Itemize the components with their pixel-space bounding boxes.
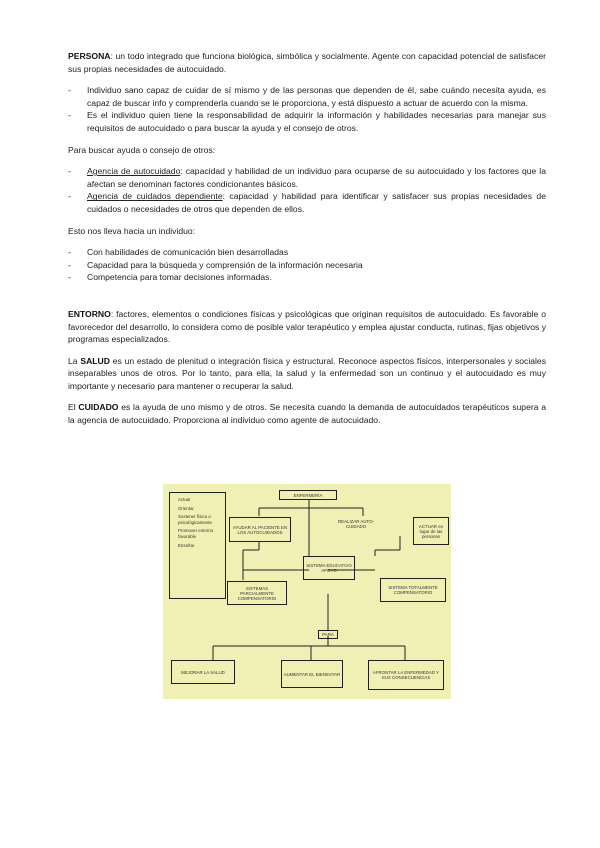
entorno-paragraph (68, 308, 546, 346)
persona-text: : un todo integrado que funciona biológica, simbólica y socialmente. Agente con capacidad potencial de satisfacer sus propias necesidades de autocuidado. (68, 51, 546, 74)
persona-label: PERSONA (68, 51, 111, 61)
realizar-box: REALIZAR AUTO-CUIDADO (337, 518, 375, 529)
ayuda-intro: Para buscar ayuda o consejo de otros: (68, 144, 216, 155)
cuidado-pre: El (68, 402, 79, 413)
cuidado-paragraph (68, 401, 546, 426)
list-item: • Actuar (178, 497, 223, 503)
entorno-label: ENTORNO (68, 308, 111, 319)
agencia-dependiente-term: Agencia de cuidados dependiente (87, 191, 223, 202)
agencia-dependiente-text: : capacidad y habilidad para identificar y satisfacer sus propias necesidades de cuidados o necesidades de otros que dependen de ellos. (87, 191, 546, 214)
persona-paragraph (68, 50, 546, 75)
enfermeria-box: ENFERMERÍA (279, 490, 337, 500)
list-item (68, 165, 546, 190)
list-item: - Individuo sano capaz de cuidar de sí mismo y de las personas que dependen de él, sabe cuándo necesita ayuda, es capaz de buscar info y comprenderla cuando se le proporciona, y está dispuesto a actuar de acuerdo con la misma. (68, 84, 546, 109)
list-item: - Con habilidades de comunicación bien desarrolladas (68, 246, 546, 259)
total-box: SISTEMA TOTALMENTE COMPENSATORIO (380, 578, 446, 602)
list-item: • Sostener física o psicológicamente (178, 514, 223, 525)
agencia-autocuidado-term: Agencia de autocuidado (87, 166, 181, 177)
salud-paragraph (68, 355, 546, 393)
individuo-intro: Esto nos lleva hacia un individuo: (68, 225, 196, 236)
list-item: - Es el individuo quien tiene la responsabilidad de adquirir la información y habilidades necesarias para manejar sus requisitos de autocuidado o para buscar la ayuda y el consejo de otros. (68, 109, 546, 134)
educativo-box: SISTEMA EDUCATIVO APOYO (303, 556, 355, 580)
salud-label: SALUD (80, 355, 110, 366)
list-item: - Capacidad para la búsqueda y comprensión de la información necesaria (68, 259, 546, 272)
agencia-autocuidado-text: : capacidad y habilidad de un individuo para ocuparse de su autocuidado y los factores que la afectan se denominan factores condicionantes básicos. (87, 166, 546, 189)
mejorar-box: MEJORAR LA SALUD (171, 660, 235, 684)
ayudar-box: AYUDAR AL PACIENTE EN LOS AUTOCUIDADOS (229, 517, 291, 542)
nursing-actions-box (169, 492, 226, 599)
individuo-list (68, 246, 546, 284)
document-body (68, 50, 546, 436)
entorno-text: : factores, elementos o condiciones físicas y psicológicas que originan requisitos de autocuidado. Es favorable o favorecedor del desarrollo, lo considera como de posible valor terapéutico y emplea ajustar conducta, rutinas, fijas objetivos y programas especializados. (68, 308, 546, 345)
agencias-list (68, 165, 546, 215)
cuidado-label: CUIDADO (78, 402, 119, 413)
persona-list (68, 84, 546, 134)
list-item: • Orientar (178, 506, 223, 512)
para-box: PARA (318, 630, 338, 639)
orem-diagram (163, 484, 451, 699)
cuidado-text: es la ayuda de uno mismo y de otros. Se necesita cuando la demanda de autocuidados terapéuticos supera a la agencia de autocuidado. Proporciona al individuo como agente de autocuidado. (68, 402, 547, 426)
list-item: • Promover entorno favorable (178, 528, 223, 539)
list-item (68, 190, 546, 215)
salud-pre: La (68, 355, 81, 366)
aumentar-box: AUMENTAR EL BIENESTAR (281, 660, 343, 688)
list-item: • Enseñar (178, 543, 223, 549)
afrontar-box: AFRONTAR LA ENFERMEDAD Y SUS CONSECUENCIAS (368, 660, 444, 690)
list-item: - Competencia para tomar decisiones informadas. (68, 271, 546, 284)
salud-text: es un estado de plenitud o integración física y estructural. Reconoce aspectos físicos, interpersonales y sociales inseparables unos de otros. Por lo tanto, para ella, la salud y la enfermedad son un continuo y el autocuidado es muy importante y necesario para mantener o recuperar la salud. (68, 355, 546, 391)
parcial-box: SISTEMAS PARCIALMENTE COMPENSATORIO (227, 581, 287, 605)
actuar-box: ACTUAR en lugar de las personas (413, 517, 449, 545)
